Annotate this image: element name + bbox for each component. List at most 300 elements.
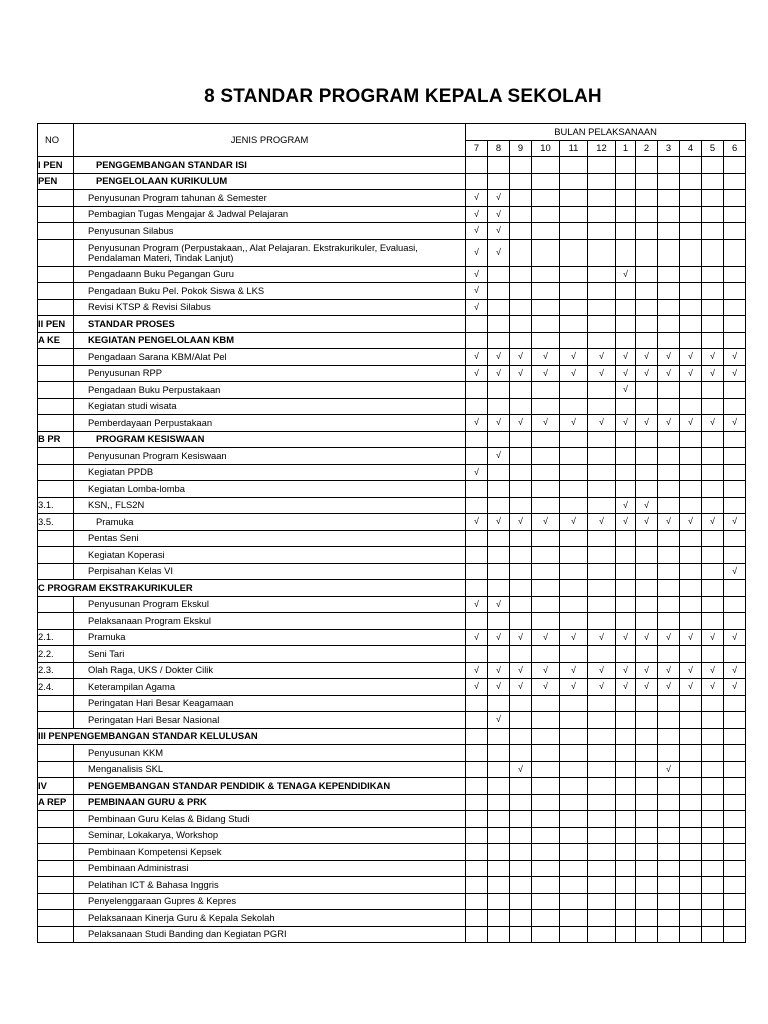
- empty-cell: [488, 893, 510, 910]
- empty-cell: [532, 860, 560, 877]
- empty-cell: [532, 190, 560, 207]
- empty-cell: [616, 778, 636, 795]
- row-number: [38, 530, 74, 547]
- empty-cell: [636, 382, 658, 399]
- check-mark: √: [510, 365, 532, 382]
- empty-cell: [588, 332, 616, 349]
- empty-cell: [702, 926, 724, 943]
- row-number: [38, 266, 74, 283]
- check-mark: √: [680, 662, 702, 679]
- empty-cell: [680, 778, 702, 795]
- section-label: C PROGRAM EKSTRAKURIKULER: [38, 580, 466, 597]
- empty-cell: [680, 877, 702, 894]
- empty-cell: [560, 613, 588, 630]
- empty-cell: [724, 910, 746, 927]
- empty-cell: [616, 481, 636, 498]
- empty-cell: [510, 745, 532, 762]
- empty-cell: [488, 877, 510, 894]
- empty-cell: [680, 398, 702, 415]
- empty-cell: [532, 811, 560, 828]
- empty-cell: [510, 481, 532, 498]
- empty-cell: [636, 223, 658, 240]
- check-mark: √: [466, 223, 488, 240]
- check-mark: √: [658, 365, 680, 382]
- empty-cell: [466, 778, 488, 795]
- empty-cell: [724, 266, 746, 283]
- empty-cell: [724, 431, 746, 448]
- check-mark: √: [636, 365, 658, 382]
- empty-cell: [724, 332, 746, 349]
- program-name: Pembagian Tugas Mengajar & Jadwal Pelajaran: [74, 206, 466, 223]
- program-name: Pengadaan Buku Perpustakaan: [74, 382, 466, 399]
- empty-cell: [680, 893, 702, 910]
- program-row: [38, 398, 746, 415]
- column-header-bulan: BULAN PELAKSANAAN: [466, 124, 746, 141]
- section-title: PENGGEMBANGAN STANDAR ISI: [74, 157, 466, 174]
- empty-cell: [488, 646, 510, 663]
- empty-cell: [588, 530, 616, 547]
- empty-cell: [680, 580, 702, 597]
- empty-cell: [466, 893, 488, 910]
- section-title: PENGEMBANGAN STANDAR PENDIDIK & TENAGA KEPENDIDIKAN: [74, 778, 466, 795]
- empty-cell: [680, 239, 702, 266]
- empty-cell: [488, 761, 510, 778]
- empty-cell: [588, 778, 616, 795]
- empty-cell: [680, 464, 702, 481]
- check-mark: √: [616, 382, 636, 399]
- empty-cell: [702, 464, 724, 481]
- empty-cell: [488, 431, 510, 448]
- empty-cell: [616, 398, 636, 415]
- empty-cell: [636, 332, 658, 349]
- empty-cell: [466, 497, 488, 514]
- empty-cell: [658, 778, 680, 795]
- program-row: [38, 497, 746, 514]
- empty-cell: [616, 563, 636, 580]
- empty-cell: [560, 223, 588, 240]
- check-mark: √: [532, 514, 560, 531]
- empty-cell: [636, 266, 658, 283]
- empty-cell: [510, 596, 532, 613]
- empty-cell: [532, 223, 560, 240]
- empty-cell: [588, 926, 616, 943]
- empty-cell: [488, 398, 510, 415]
- empty-cell: [658, 860, 680, 877]
- empty-cell: [588, 613, 616, 630]
- program-name: Penyusunan RPP: [74, 365, 466, 382]
- empty-cell: [680, 860, 702, 877]
- empty-cell: [532, 827, 560, 844]
- empty-cell: [636, 563, 658, 580]
- empty-cell: [636, 728, 658, 745]
- empty-cell: [560, 464, 588, 481]
- empty-cell: [588, 283, 616, 300]
- empty-cell: [588, 448, 616, 465]
- check-mark: √: [616, 679, 636, 696]
- section-row: [38, 794, 746, 811]
- empty-cell: [636, 448, 658, 465]
- empty-cell: [466, 448, 488, 465]
- empty-cell: [510, 910, 532, 927]
- empty-cell: [636, 811, 658, 828]
- program-row: [38, 349, 746, 366]
- empty-cell: [636, 596, 658, 613]
- empty-cell: [588, 728, 616, 745]
- row-number: 3.5.: [38, 514, 74, 531]
- check-mark: √: [636, 349, 658, 366]
- empty-cell: [702, 547, 724, 564]
- empty-cell: [702, 206, 724, 223]
- empty-cell: [488, 266, 510, 283]
- empty-cell: [658, 299, 680, 316]
- empty-cell: [680, 646, 702, 663]
- program-row: [38, 893, 746, 910]
- empty-cell: [724, 299, 746, 316]
- program-name: Peringatan Hari Besar Nasional: [74, 712, 466, 729]
- row-number: [38, 613, 74, 630]
- section-row: [38, 316, 746, 333]
- empty-cell: [560, 877, 588, 894]
- program-row: [38, 464, 746, 481]
- empty-cell: [702, 646, 724, 663]
- month-header: 4: [680, 140, 702, 157]
- empty-cell: [488, 332, 510, 349]
- check-mark: √: [724, 514, 746, 531]
- check-mark: √: [724, 349, 746, 366]
- check-mark: √: [616, 349, 636, 366]
- program-row: [38, 596, 746, 613]
- row-number: A REP: [38, 794, 74, 811]
- empty-cell: [702, 580, 724, 597]
- month-header: 9: [510, 140, 532, 157]
- empty-cell: [680, 745, 702, 762]
- check-mark: √: [466, 206, 488, 223]
- empty-cell: [466, 157, 488, 174]
- empty-cell: [702, 223, 724, 240]
- row-number: [38, 481, 74, 498]
- empty-cell: [488, 778, 510, 795]
- check-mark: √: [466, 299, 488, 316]
- check-mark: √: [532, 365, 560, 382]
- month-header: 5: [702, 140, 724, 157]
- check-mark: √: [488, 662, 510, 679]
- empty-cell: [724, 206, 746, 223]
- row-number: [38, 761, 74, 778]
- month-header: 8: [488, 140, 510, 157]
- empty-cell: [680, 811, 702, 828]
- empty-cell: [636, 695, 658, 712]
- empty-cell: [658, 613, 680, 630]
- row-number: [38, 926, 74, 943]
- month-header: 1: [616, 140, 636, 157]
- check-mark: √: [724, 629, 746, 646]
- empty-cell: [488, 497, 510, 514]
- empty-cell: [532, 910, 560, 927]
- empty-cell: [658, 563, 680, 580]
- empty-cell: [510, 728, 532, 745]
- empty-cell: [636, 860, 658, 877]
- program-row: [38, 239, 746, 266]
- empty-cell: [680, 266, 702, 283]
- empty-cell: [616, 332, 636, 349]
- empty-cell: [560, 794, 588, 811]
- section-row: [38, 580, 746, 597]
- check-mark: √: [560, 514, 588, 531]
- empty-cell: [724, 646, 746, 663]
- empty-cell: [680, 926, 702, 943]
- empty-cell: [488, 530, 510, 547]
- check-mark: √: [702, 662, 724, 679]
- check-mark: √: [488, 365, 510, 382]
- empty-cell: [532, 893, 560, 910]
- empty-cell: [560, 481, 588, 498]
- empty-cell: [466, 745, 488, 762]
- empty-cell: [636, 206, 658, 223]
- empty-cell: [702, 778, 724, 795]
- empty-cell: [724, 860, 746, 877]
- check-mark: √: [680, 514, 702, 531]
- check-mark: √: [588, 514, 616, 531]
- empty-cell: [588, 860, 616, 877]
- program-name: Kegiatan PPDB: [74, 464, 466, 481]
- empty-cell: [724, 223, 746, 240]
- empty-cell: [636, 481, 658, 498]
- program-name: Perpisahan Kelas VI: [74, 563, 466, 580]
- empty-cell: [510, 926, 532, 943]
- check-mark: √: [636, 514, 658, 531]
- empty-cell: [560, 563, 588, 580]
- empty-cell: [560, 316, 588, 333]
- check-mark: √: [658, 629, 680, 646]
- program-name: Olah Raga, UKS / Dokter Cilik: [74, 662, 466, 679]
- program-name: Kegiatan Lomba-lomba: [74, 481, 466, 498]
- check-mark: √: [532, 349, 560, 366]
- program-row: [38, 299, 746, 316]
- empty-cell: [510, 580, 532, 597]
- program-row: [38, 514, 746, 531]
- row-number: PEN: [38, 173, 74, 190]
- empty-cell: [636, 299, 658, 316]
- check-mark: √: [616, 629, 636, 646]
- empty-cell: [724, 926, 746, 943]
- empty-cell: [680, 157, 702, 174]
- row-number: I PEN: [38, 157, 74, 174]
- empty-cell: [560, 712, 588, 729]
- program-table: [37, 123, 746, 943]
- empty-cell: [658, 497, 680, 514]
- empty-cell: [466, 332, 488, 349]
- check-mark: √: [466, 514, 488, 531]
- empty-cell: [466, 382, 488, 399]
- program-row: [38, 481, 746, 498]
- check-mark: √: [466, 266, 488, 283]
- empty-cell: [616, 530, 636, 547]
- empty-cell: [560, 580, 588, 597]
- empty-cell: [680, 497, 702, 514]
- empty-cell: [560, 844, 588, 861]
- empty-cell: [636, 283, 658, 300]
- empty-cell: [702, 860, 724, 877]
- empty-cell: [702, 481, 724, 498]
- program-name: Pembinaan Kompetensi Kepsek: [74, 844, 466, 861]
- empty-cell: [588, 745, 616, 762]
- check-mark: √: [588, 679, 616, 696]
- empty-cell: [488, 794, 510, 811]
- empty-cell: [616, 910, 636, 927]
- check-mark: √: [488, 514, 510, 531]
- column-header-program: JENIS PROGRAM: [74, 124, 466, 157]
- check-mark: √: [488, 223, 510, 240]
- empty-cell: [560, 926, 588, 943]
- empty-cell: [658, 827, 680, 844]
- check-mark: √: [560, 349, 588, 366]
- empty-cell: [616, 860, 636, 877]
- empty-cell: [510, 695, 532, 712]
- program-name: KSN,, FLS2N: [74, 497, 466, 514]
- check-mark: √: [510, 415, 532, 432]
- empty-cell: [510, 332, 532, 349]
- check-mark: √: [702, 349, 724, 366]
- empty-cell: [658, 481, 680, 498]
- empty-cell: [560, 382, 588, 399]
- check-mark: √: [616, 662, 636, 679]
- empty-cell: [488, 844, 510, 861]
- check-mark: √: [560, 679, 588, 696]
- program-row: [38, 629, 746, 646]
- empty-cell: [658, 173, 680, 190]
- program-row: [38, 415, 746, 432]
- empty-cell: [532, 563, 560, 580]
- empty-cell: [532, 431, 560, 448]
- check-mark: √: [702, 365, 724, 382]
- empty-cell: [724, 613, 746, 630]
- month-header: 3: [658, 140, 680, 157]
- empty-cell: [532, 239, 560, 266]
- empty-cell: [510, 844, 532, 861]
- program-name: Pelatihan ICT & Bahasa Inggris: [74, 877, 466, 894]
- check-mark: √: [510, 679, 532, 696]
- empty-cell: [466, 547, 488, 564]
- row-number: [38, 206, 74, 223]
- empty-cell: [658, 266, 680, 283]
- empty-cell: [658, 547, 680, 564]
- check-mark: √: [488, 448, 510, 465]
- empty-cell: [588, 481, 616, 498]
- empty-cell: [616, 190, 636, 207]
- empty-cell: [680, 223, 702, 240]
- empty-cell: [466, 712, 488, 729]
- empty-cell: [510, 448, 532, 465]
- empty-cell: [702, 332, 724, 349]
- empty-cell: [466, 563, 488, 580]
- empty-cell: [658, 316, 680, 333]
- empty-cell: [636, 530, 658, 547]
- empty-cell: [680, 316, 702, 333]
- empty-cell: [658, 745, 680, 762]
- empty-cell: [588, 239, 616, 266]
- empty-cell: [616, 206, 636, 223]
- check-mark: √: [466, 629, 488, 646]
- empty-cell: [702, 448, 724, 465]
- empty-cell: [702, 877, 724, 894]
- section-row: [38, 157, 746, 174]
- empty-cell: [636, 926, 658, 943]
- check-mark: √: [702, 679, 724, 696]
- program-row: [38, 712, 746, 729]
- row-number: [38, 844, 74, 861]
- empty-cell: [510, 223, 532, 240]
- check-mark: √: [532, 415, 560, 432]
- empty-cell: [724, 448, 746, 465]
- empty-cell: [510, 299, 532, 316]
- empty-cell: [532, 580, 560, 597]
- empty-cell: [588, 497, 616, 514]
- empty-cell: [658, 580, 680, 597]
- empty-cell: [560, 827, 588, 844]
- table-body: [38, 124, 746, 943]
- empty-cell: [680, 382, 702, 399]
- empty-cell: [724, 761, 746, 778]
- empty-cell: [510, 316, 532, 333]
- empty-cell: [636, 157, 658, 174]
- empty-cell: [680, 712, 702, 729]
- empty-cell: [658, 877, 680, 894]
- empty-cell: [588, 431, 616, 448]
- empty-cell: [588, 563, 616, 580]
- empty-cell: [510, 530, 532, 547]
- empty-cell: [588, 547, 616, 564]
- empty-cell: [616, 893, 636, 910]
- month-header: 10: [532, 140, 560, 157]
- empty-cell: [560, 190, 588, 207]
- row-number: [38, 811, 74, 828]
- section-row: [38, 173, 746, 190]
- empty-cell: [532, 728, 560, 745]
- program-row: [38, 563, 746, 580]
- empty-cell: [636, 239, 658, 266]
- empty-cell: [724, 398, 746, 415]
- empty-cell: [532, 745, 560, 762]
- empty-cell: [532, 613, 560, 630]
- program-row: [38, 877, 746, 894]
- empty-cell: [488, 613, 510, 630]
- check-mark: √: [510, 629, 532, 646]
- check-mark: √: [724, 662, 746, 679]
- program-name: Pramuka: [74, 629, 466, 646]
- empty-cell: [680, 844, 702, 861]
- empty-cell: [702, 431, 724, 448]
- empty-cell: [702, 596, 724, 613]
- empty-cell: [510, 712, 532, 729]
- check-mark: √: [466, 349, 488, 366]
- row-number: [38, 827, 74, 844]
- empty-cell: [724, 190, 746, 207]
- empty-cell: [636, 190, 658, 207]
- empty-cell: [560, 266, 588, 283]
- program-name: Pembinaan Guru Kelas & Bidang Studi: [74, 811, 466, 828]
- empty-cell: [466, 910, 488, 927]
- empty-cell: [488, 283, 510, 300]
- empty-cell: [532, 206, 560, 223]
- program-name: Pembinaan Administrasi: [74, 860, 466, 877]
- empty-cell: [532, 596, 560, 613]
- row-number: [38, 415, 74, 432]
- empty-cell: [680, 431, 702, 448]
- empty-cell: [510, 563, 532, 580]
- empty-cell: [510, 173, 532, 190]
- empty-cell: [466, 761, 488, 778]
- empty-cell: [588, 316, 616, 333]
